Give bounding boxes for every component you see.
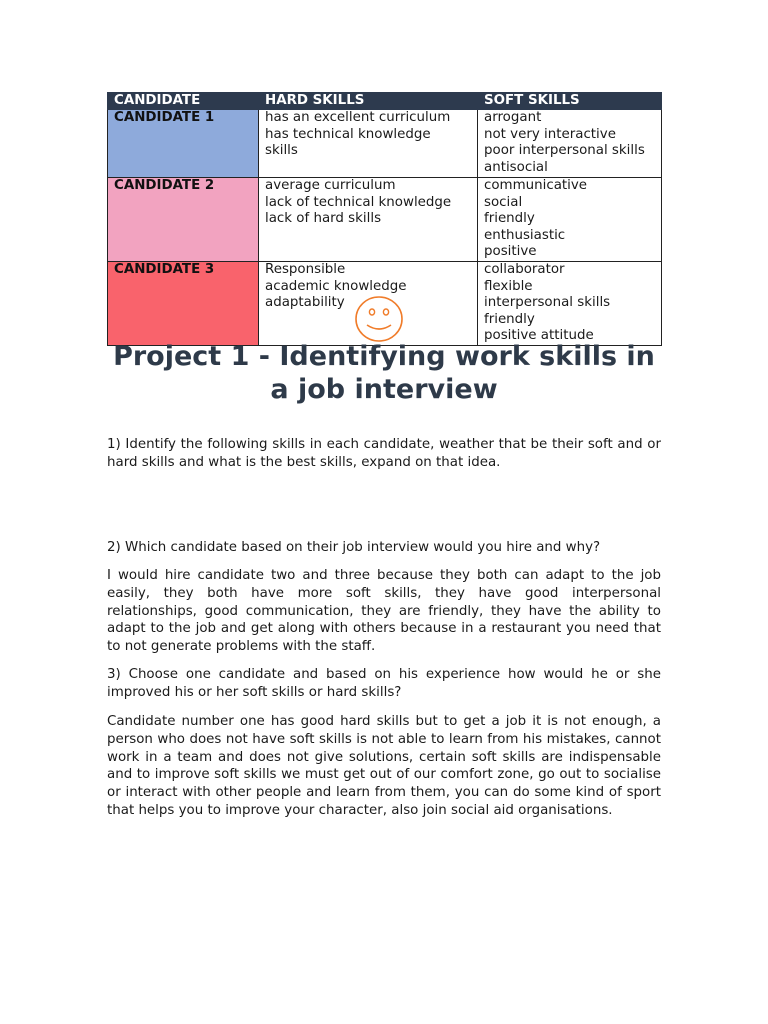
hard-skill-item: skills [265,143,298,159]
table-header-row [108,93,662,110]
hard-skill-item: average curriculum [265,178,396,193]
hard-skill-item: has technical knowledge [265,126,431,142]
hard-skills-cell [259,110,478,178]
soft-skills-cell [478,110,662,178]
hard-skill-item: lack of hard skills [265,211,382,227]
header-soft-skills: SOFT SKILLS [478,93,662,110]
hard-skills-cell [259,178,478,262]
question-3: 3) Choose one candidate and based on his experience how would he or she improved his or her soft skills or hard skills? [107,667,661,700]
hard-skill-item: Responsible [265,262,346,277]
candidate-name: CANDIDATE 2 [108,178,259,262]
page-title: Project 1 - Identifying work skills in a job interview [113,341,655,405]
soft-skill-item: friendly [484,311,535,327]
soft-skill-item: friendly [484,211,535,227]
answer-2: I would hire candidate two and three because they both can adapt to the job easily, they both have more soft skills, they have good interpersonal relationships, good communication, they are friendly, they have the ability to adapt to the job and get along with others because in a restaurant you need that to not generate problems with the staff. [107,568,661,655]
soft-skill-item: interpersonal skills [484,295,611,311]
soft-skill-item: enthusiastic [484,227,566,243]
hard-skill-item: academic knowledge [265,278,407,294]
soft-skill-item: not very interactive [484,126,616,142]
soft-skill-item: arrogant [484,110,542,125]
smiley-face-icon [354,295,404,343]
table-row [108,178,662,262]
hard-skill-item: lack of technical knowledge [265,194,452,210]
soft-skills-cell [478,178,662,262]
soft-skill-item: social [484,194,523,210]
table-row [108,110,662,178]
question-1: 1) Identify the following skills in each candidate, weather that be their soft and or hard skills and what is the best skills, expand on that idea. [107,437,661,470]
soft-skill-item: collaborator [484,262,565,277]
soft-skills-cell [478,262,662,346]
hard-skill-item: adaptability [265,295,345,311]
hard-skill-item: has an excellent curriculum [265,110,451,125]
soft-skill-item: poor interpersonal skills [484,143,645,159]
soft-skill-item: antisocial [484,159,548,175]
candidate-name: CANDIDATE 1 [108,110,259,178]
soft-skill-item: communicative [484,178,588,193]
candidate-name: CANDIDATE 3 [108,262,259,346]
soft-skill-item: flexible [484,278,533,294]
soft-skill-item: positive [484,244,537,260]
header-hard-skills: HARD SKILLS [259,93,478,110]
soft-skill-item: positive attitude [484,328,594,344]
question-2: 2) Which candidate based on their job interview would you hire and why? [107,540,601,555]
header-candidate: CANDIDATE [108,93,259,110]
answer-3: Candidate number one has good hard skills but to get a job it is not enough, a person who does not have soft skills is not able to learn from his mistakes, cannot work in a team and does not give solutions, certain soft skills are indispensable and to improve soft skills we must get out of our comfort zone, go out to socialise or interact with other people and learn from them, you can do some kind of sport that helps you to improve your character, also join social aid organisations. [107,714,661,818]
